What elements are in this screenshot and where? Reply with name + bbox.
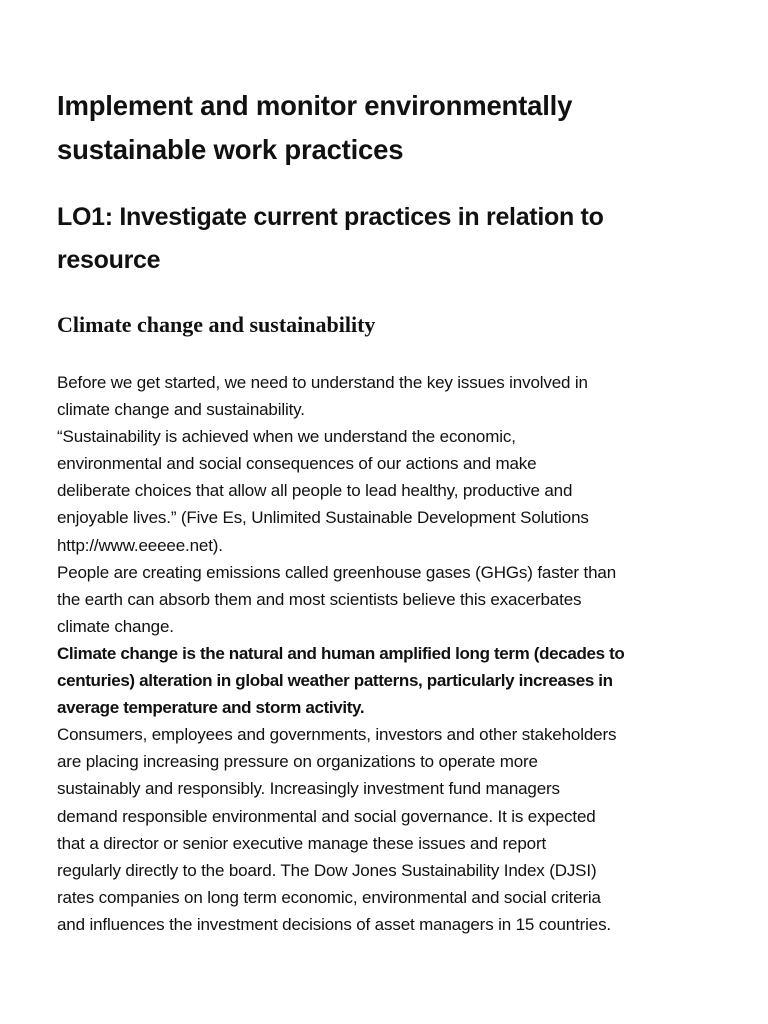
title-line-2: sustainable work practices [57,134,404,165]
learning-outcome-heading [57,196,737,282]
body-line: climate change and sustainability. [57,400,305,420]
body-line: and influences the investment decisions of asset managers in 15 countries. [57,914,612,934]
body-line: Consumers, employees and governments, investors and other stakeholders [57,725,617,745]
body-line: rates companies on long term economic, environmental and social criteria [57,887,601,907]
learning-outcome-line-2: resource [57,246,161,274]
body-line: enjoyable lives.” (Five Es, Unlimited Sustainable Development Solutions [57,508,589,528]
body-line: climate change. [57,616,174,636]
body-line: the earth can absorb them and most scientists believe this exacerbates [57,589,582,609]
body-line: deliberate choices that allow all people to lead healthy, productive and [57,481,573,501]
body-line: regularly directly to the board. The Dow Jones Sustainability Index (DJSI) [57,860,597,880]
body-text [57,369,737,938]
body-line: environmental and social consequences of our actions and make [57,454,537,474]
body-line: are placing increasing pressure on organizations to operate more [57,752,538,772]
document-title [57,84,737,172]
body-line: Before we get started, we need to understand the key issues involved in [57,373,588,392]
body-line: “Sustainability is achieved when we understand the economic, [57,427,516,447]
title-line-1: Implement and monitor environmentally [57,90,573,121]
section-heading: Climate change and sustainability [57,312,376,337]
learning-outcome-line-1: LO1: Investigate current practices in relation to [57,203,604,231]
body-line-bold: average temperature and storm activity. [57,698,365,718]
body-line: demand responsible environmental and social governance. It is expected [57,806,596,826]
body-line: sustainably and responsibly. Increasingly investment fund managers [57,779,560,799]
body-line: http://www.eeeee.net). [57,535,223,555]
body-line: People are creating emissions called greenhouse gases (GHGs) faster than [57,562,616,582]
body-line-bold: centuries) alteration in global weather patterns, particularly increases in [57,671,613,691]
body-line: that a director or senior executive manage these issues and report [57,833,547,853]
body-line-bold: Climate change is the natural and human amplified long term (decades to [57,643,625,663]
